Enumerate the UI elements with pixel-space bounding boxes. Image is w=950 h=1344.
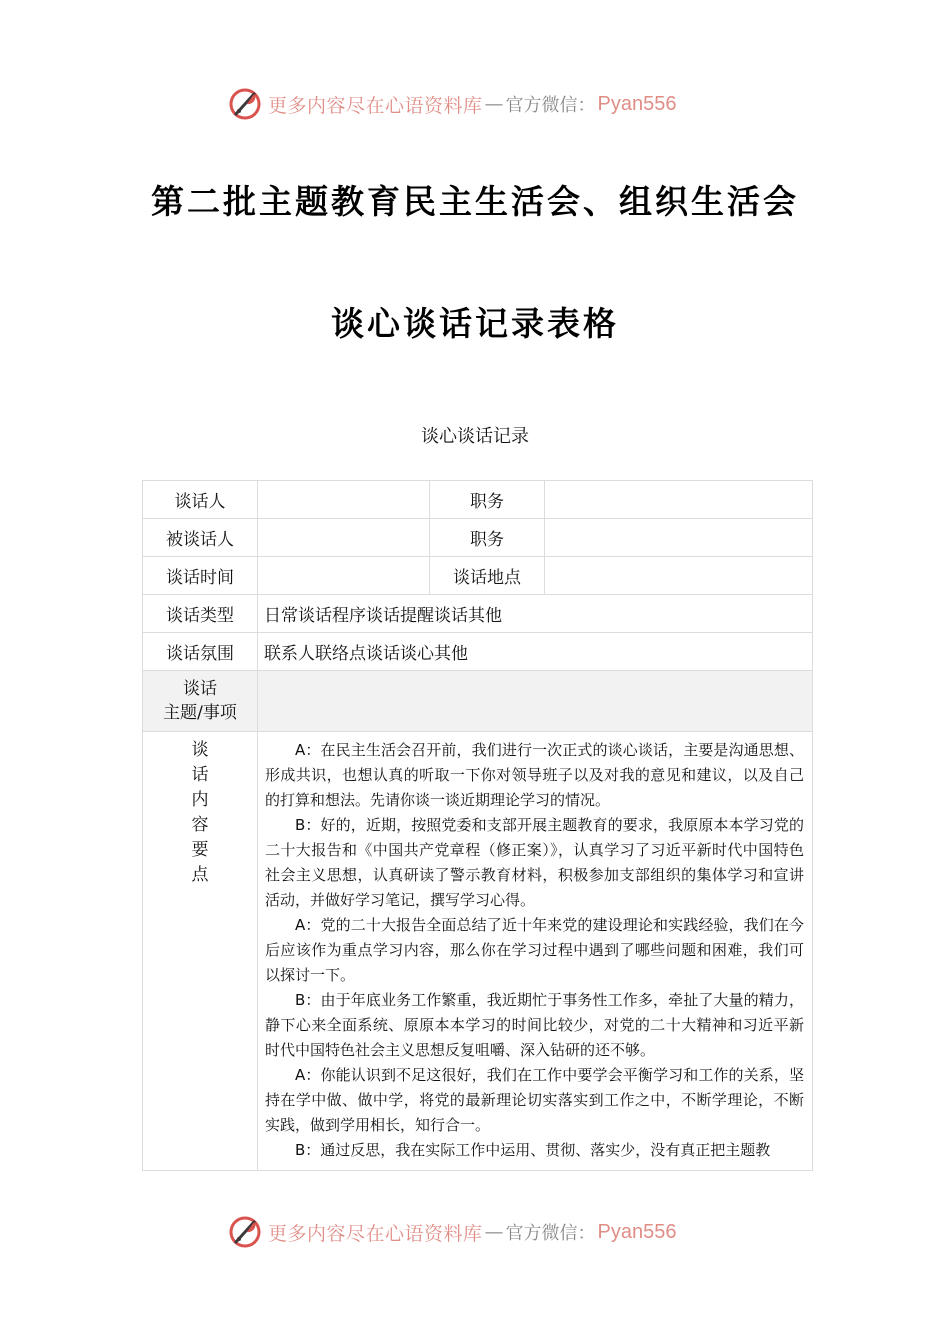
speaker-label: 谈话人 (143, 481, 258, 519)
banner-wechat-id: Pyan556 (597, 92, 677, 115)
quill-logo-icon (228, 87, 262, 121)
table-caption: 谈心谈话记录 (421, 426, 529, 447)
content-label-char: 谈 (191, 740, 209, 760)
position-label-2: 职务 (430, 519, 545, 557)
banner-dash: — (484, 1221, 504, 1243)
topic-value[interactable] (258, 671, 813, 732)
content-text-box (265, 738, 804, 1164)
content-paragraph: B：好的，近期，按照党委和支部开展主题教育的要求，我原原本本学习党的二十大报告和《中国共产党章程（修正案）》，认真学习了习近平新时代中国特色社会主义思想，认真研读了警示教育材料，积极参加支部组织的集体学习和宣讲活动，并做好学习笔记，撰写学习心得。 (265, 816, 804, 909)
content-label (143, 732, 258, 1171)
document-title-line2: 谈心谈话记录表格 (331, 304, 619, 343)
document-title-line1: 第二批主题教育民主生活会、组织生活会 (151, 182, 799, 221)
table-row-atmosphere (143, 633, 813, 671)
watermark-banner-top (228, 86, 676, 122)
table-row-time (143, 557, 813, 595)
content-cell[interactable] (258, 732, 813, 1171)
table-row-listener (143, 519, 813, 557)
content-label-char: 容 (191, 815, 209, 835)
content-paragraph: A：在民主生活会召开前，我们进行一次正式的谈心谈话，主要是沟通思想、形成共识，也想认真的听取一下你对领导班子以及对我的意见和建议，以及自己的打算和想法。先请你谈一谈近期理论学习的情况。 (265, 741, 804, 809)
banner-wechat-id: Pyan556 (597, 1220, 677, 1243)
place-value[interactable] (545, 557, 813, 595)
place-label: 谈话地点 (430, 557, 545, 595)
content-paragraph: B：通过反思，我在实际工作中运用、贯彻、落实少，没有真正把主题教 (295, 1141, 771, 1159)
position-label-1: 职务 (430, 481, 545, 519)
time-label: 谈话时间 (143, 557, 258, 595)
listener-label: 被谈话人 (143, 519, 258, 557)
position-value-2[interactable] (545, 519, 813, 557)
banner-main-text: 更多内容尽在心语资料库 (268, 94, 483, 117)
atmosphere-label: 谈话氛围 (143, 633, 258, 671)
type-value[interactable]: 日常谈话程序谈话提醒谈话其他 (258, 595, 813, 633)
topic-label-line2: 主题/事项 (163, 703, 237, 723)
position-value-1[interactable] (545, 481, 813, 519)
banner-main-text: 更多内容尽在心语资料库 (268, 1222, 483, 1245)
content-label-char: 内 (191, 790, 209, 810)
quill-logo-icon (228, 1215, 262, 1249)
table-row-content (143, 732, 813, 1171)
table-row-speaker (143, 481, 813, 519)
banner-sub-text: 官方微信： (505, 1223, 596, 1244)
listener-value[interactable] (258, 519, 430, 557)
content-label-char: 要 (191, 840, 209, 860)
time-value[interactable] (258, 557, 430, 595)
content-label-char: 话 (191, 765, 209, 785)
topic-label-line1: 谈话 (183, 679, 217, 699)
conversation-record-table (142, 480, 813, 1171)
atmosphere-value[interactable]: 联系人联络点谈话谈心其他 (258, 633, 813, 671)
table-row-topic (143, 671, 813, 732)
speaker-value[interactable] (258, 481, 430, 519)
banner-sub-text: 官方微信： (505, 95, 596, 116)
content-paragraph: B：由于年底业务工作繁重，我近期忙于事务性工作多，牵扯了大量的精力，静下心来全面系统、原原本本学习的时间比较少，对党的二十大精神和习近平新时代中国特色社会主义思想反复咀嚼、深入钻研的还不够。 (265, 991, 804, 1059)
banner-dash: — (484, 93, 504, 115)
content-paragraph: A：你能认识到不足这很好，我们在工作中要学会平衡学习和工作的关系，坚持在学中做、做中学，将党的最新理论切实落实到工作之中，不断学理论，不断实践，做到学用相长，知行合一。 (265, 1066, 804, 1134)
topic-label (143, 671, 258, 732)
watermark-banner-bottom (228, 1214, 676, 1250)
table-row-type (143, 595, 813, 633)
content-paragraph: A：党的二十大报告全面总结了近十年来党的建设理论和实践经验，我们在今后应该作为重点学习内容，那么你在学习过程中遇到了哪些问题和困难，我们可以探讨一下。 (265, 916, 804, 984)
type-label: 谈话类型 (143, 595, 258, 633)
content-label-char: 点 (191, 865, 209, 885)
